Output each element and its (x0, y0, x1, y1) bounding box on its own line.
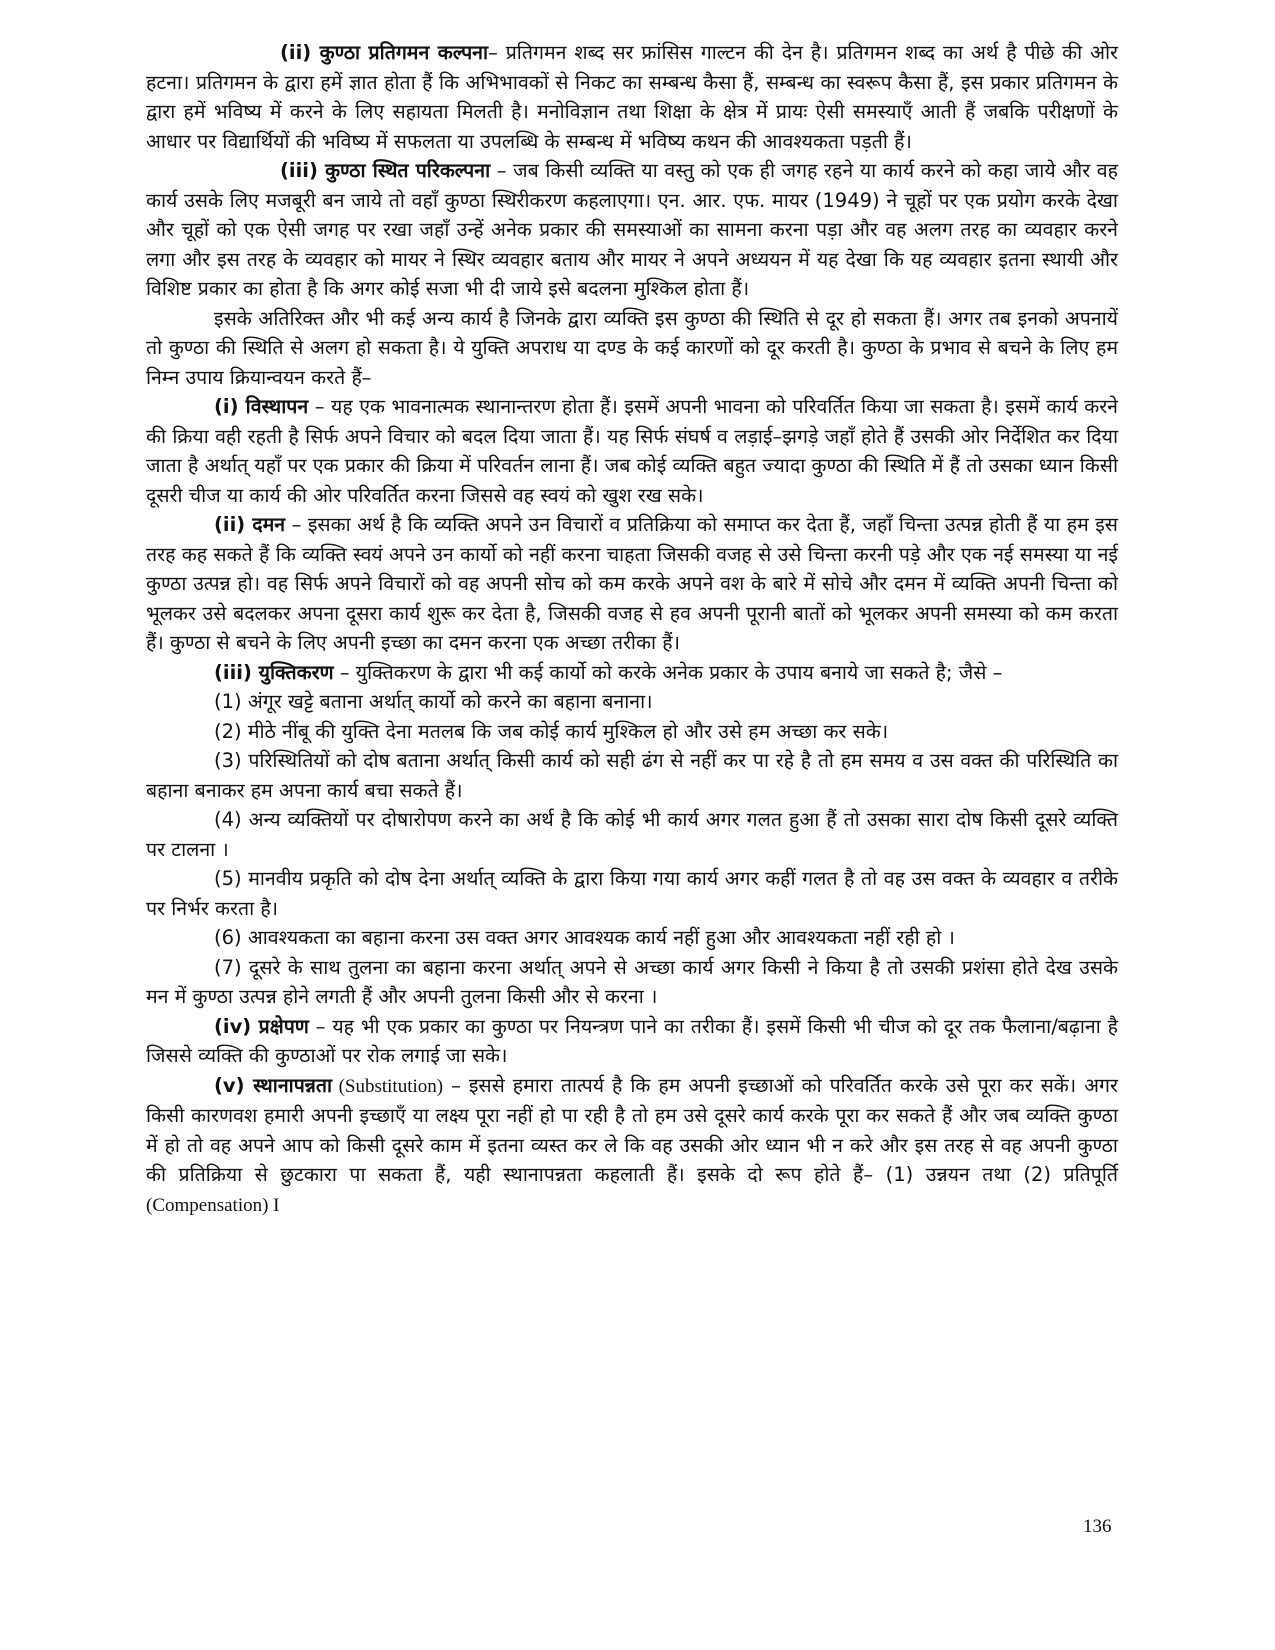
list-item (146, 923, 1118, 953)
list-item (146, 805, 1118, 864)
list-item-text: (5) मानवीय प्रकृति को दोष देना अर्थात् व्यक्ति के द्वारा किया गया कार्य अगर कहीं गलत है तो वह उस वक्त के व्यवहार व तरीके पर निर्भर करता है। (146, 867, 1118, 920)
list-item (146, 864, 1118, 923)
section-heading: (ii) दमन (214, 513, 286, 536)
para-text: इसके अतिरिक्त और भी कई अन्य कार्य है जिनके द्वारा व्यक्ति इस कुण्ठा की स्थिति से दूर हो सकता हैं। अगर तब इनको अपनायें तो कुण्ठा की स्थिति से अलग हो सकता है। ये युक्ति अपराध या दण्ड के कई कारणों को दूर करती है। कुण्ठा के प्रभाव से बचने के लिए हम निम्न उपाय क्रियान्वयन करते हैं– (146, 306, 1118, 389)
section-heading: (iv) प्रक्षेपण (214, 1014, 309, 1038)
para-sthit-parikalpana (146, 156, 1118, 304)
para-visthapan (146, 392, 1118, 510)
para-text: – इससे हमारा तात्पर्य है कि हम अपनी इच्छाओं को परिवर्तित करके उसे पूरा कर सकें। अगर किसी कारणवश हमारी अपनी इच्छाएँ या लक्ष्य पूरा नहीं हो पा रही है तो हम उसे दूसरे कार्य करके पूरा कर सकते हैं और जब व्यक्ति कुण्ठा में हो तो वह अपने आप को किसी दूसरे काम में इतना व्यस्त कर ले कि वह उसकी ओर ध्यान भी न करे और इस तरह से वह अपनी कुण्ठा की प्रतिक्रिया से छुटकारा पा सकता हैं, यही स्थानापन्नता कहलाती हैं। इसके दो रूप होते हैं– (1) उन्नयन तथा (2) प्रतिपूर्ति (146, 1073, 1118, 1186)
section-heading: (v) स्थानापन्नता (214, 1073, 333, 1097)
para-text: – यह एक भावनात्मक स्थानान्तरण होता हैं। इसमें अपनी भावना को परिवर्तित किया जा सकता है। इसमें कार्य करने की क्रिया वही रहती है सिर्फ अपने विचार को बदल दिया जाता हैं। यह सिर्फ संघर्ष व लड़ाई–झगड़े जहाँ होते हैं उसकी ओर निर्देशित कर दिया जाता है अर्थात् यहाँ पर एक प्रकार की क्रिया में परिवर्तन लाना हैं। जब कोई व्यक्ति बहुत ज्यादा कुण्ठा की स्थिति में हैं तो उसका ध्यान किसी दूसरी चीज या कार्य की ओर परिवर्तित करना जिससे वह स्वयं को खुश रख सके। (146, 395, 1118, 507)
section-heading: (iii) युक्तिकरण (214, 660, 334, 684)
list-item (146, 746, 1118, 805)
section-heading: (i) विस्थापन (214, 395, 309, 418)
para-prakshepan (146, 1012, 1118, 1071)
list-item-text: (2) मीठे नींबू की युक्ति देना मतलब कि जब कोई कार्य मुश्किल हो और उसे हम अच्छा कर सके। (214, 719, 889, 743)
para-text: – जब किसी व्यक्ति या वस्तु को एक ही जगह रहने या कार्य करने को कहा जाये और वह कार्य उसके लिए मजबूरी बन जाये तो वहाँ कुण्ठा स्थिरीकरण कहलाएगा। एन. आर. एफ. मायर (1949) ने चूहों पर एक प्रयोग करके देखा और चूहों को एक ऐसी जगह पर रखा जहाँ उन्हें अनेक प्रकार की समस्याओं का सामना करना पड़ा और वह अलग तरह का व्यवहार करने लगा और इस तरह के व्यवहार को मायर ने स्थिर व्यवहार बताय और मायर ने अपने अध्ययन में यह देखा कि यह व्यवहार इतना स्थायी और विशिष्ट प्रकार का होता है कि अगर कोई सजा भी दी जाये इसे बदलना मुश्किल होता हैं। (146, 159, 1118, 300)
section-heading: (iii) कुण्ठा स्थित परिकल्पना (280, 159, 491, 182)
para-text: – युक्तिकरण के द्वारा भी कई कार्यो को करके अनेक प्रकार के उपाय बनाये जा सकते है; जैसे – (333, 660, 1003, 684)
para-pratigaman-kalpana (146, 38, 1118, 156)
para-sthanapannata (146, 1071, 1118, 1221)
para-text: – इसका अर्थ है कि व्यक्ति अपने उन विचारों व प्रतिक्रिया को समाप्त कर देता हैं, जहाँ चिन्ता उत्पन्न होती हैं या हम इस तरह कह सकते हैं कि व्यक्ति स्वयं अपने उन कार्यो को नहीं करना चाहता जिसकी वजह से उसे चिन्ता करनी पड़े और एक नई समस्या या नई कुण्ठा उत्पन्न हो। वह सिर्फ अपने विचारों को वह अपनी सोच को कम करके अपने वश के बारे में सोचे और दमन में व्यक्ति अपनी चिन्ता को भूलकर उसे बदलकर अपना दूसरा कार्य शुरू कर देता है, जिसकी वजह से हव अपनी पूरानी बातों को भूलकर अपनी समस्या को कम करता हैं। कुण्ठा से बचने के लिए अपनी इच्छा का दमन करना एक अच्छा तरीका हैं। (146, 513, 1119, 654)
para-atirikt (146, 304, 1118, 393)
list-item-text: (3) परिस्थितियों को दोष बताना अर्थात् किसी कार्य को सही ढंग से नहीं कर पा रहे है तो हम समय व उस वक्त की परिस्थिति का बहाना बनाकर हम अपना कार्य बचा सकते हैं। (146, 749, 1118, 802)
para-daman (146, 510, 1118, 658)
list-item (146, 953, 1118, 1012)
list-item-text: (4) अन्य व्यक्तियों पर दोषारोपण करने का अर्थ है कि कोई भी कार्य अगर गलत हुआ हैं तो उसका सारा दोष किसी दूसरे व्यक्ति पर टालना । (146, 808, 1118, 861)
para-text: – प्रतिगमन शब्द सर फ्रांसिस गाल्टन की देन है। प्रतिगमन शब्द का अर्थ है पीछे की ओर हटना। प्रतिगमन के द्वारा हमें ज्ञात होता हैं कि अभिभावकों से निकट का सम्बन्ध कैसा हैं, सम्बन्ध का स्वरूप कैसा हैं, इस प्रकार प्रतिगमन के द्वारा हमें भविष्य में करने के लिए सहायता मिलती है। मनोविज्ञान तथा शिक्षा के क्षेत्र में प्रायः ऐसी समस्याएँ आती हैं जबकि परीक्षणों के आधार पर विद्यार्थियों की भविष्य में सफलता या उपलब्धि के सम्बन्ध में भविष्य कथन की आवश्यकता पड़ती हैं। (146, 41, 1118, 153)
list-item-text: (7) दूसरे के साथ तुलना का बहाना करना अर्थात् अपने से अच्छा कार्य अगर किसी ने किया है तो उसकी प्रशंसा होते देख उसके मन में कुण्ठा उत्पन्न होने लगती हैं और अपनी तुलना किसी और से करना । (146, 955, 1118, 1008)
latin-term: (Compensation) I (146, 1194, 280, 1216)
section-heading: (ii) कुण्ठा प्रतिगमन कल्पना (280, 41, 489, 64)
list-item-text: (6) आवश्यकता का बहाना करना उस वक्त अगर आवश्यक कार्य नहीं हुआ और आवश्यकता नहीं रही हो । (214, 926, 955, 949)
list-item-text: (1) अंगूर खट्टे बताना अर्थात् कार्यो को करने का बहाना बनाना। (214, 690, 653, 713)
latin-term: (Substitution) (332, 1075, 444, 1097)
list-item (146, 717, 1118, 747)
list-item (146, 687, 1118, 717)
para-text: – यह भी एक प्रकार का कुण्ठा पर नियन्त्रण पाने का तरीका हैं। इसमें किसी भी चीज को दूर तक फैलाना/बढ़ाना है जिससे व्यक्ति की कुण्ठाओं पर रोक लगाई जा सके। (146, 1014, 1119, 1067)
page-number: 136 (1083, 1516, 1112, 1537)
document-body (146, 38, 1118, 1220)
para-yuktikaran (146, 658, 1118, 688)
